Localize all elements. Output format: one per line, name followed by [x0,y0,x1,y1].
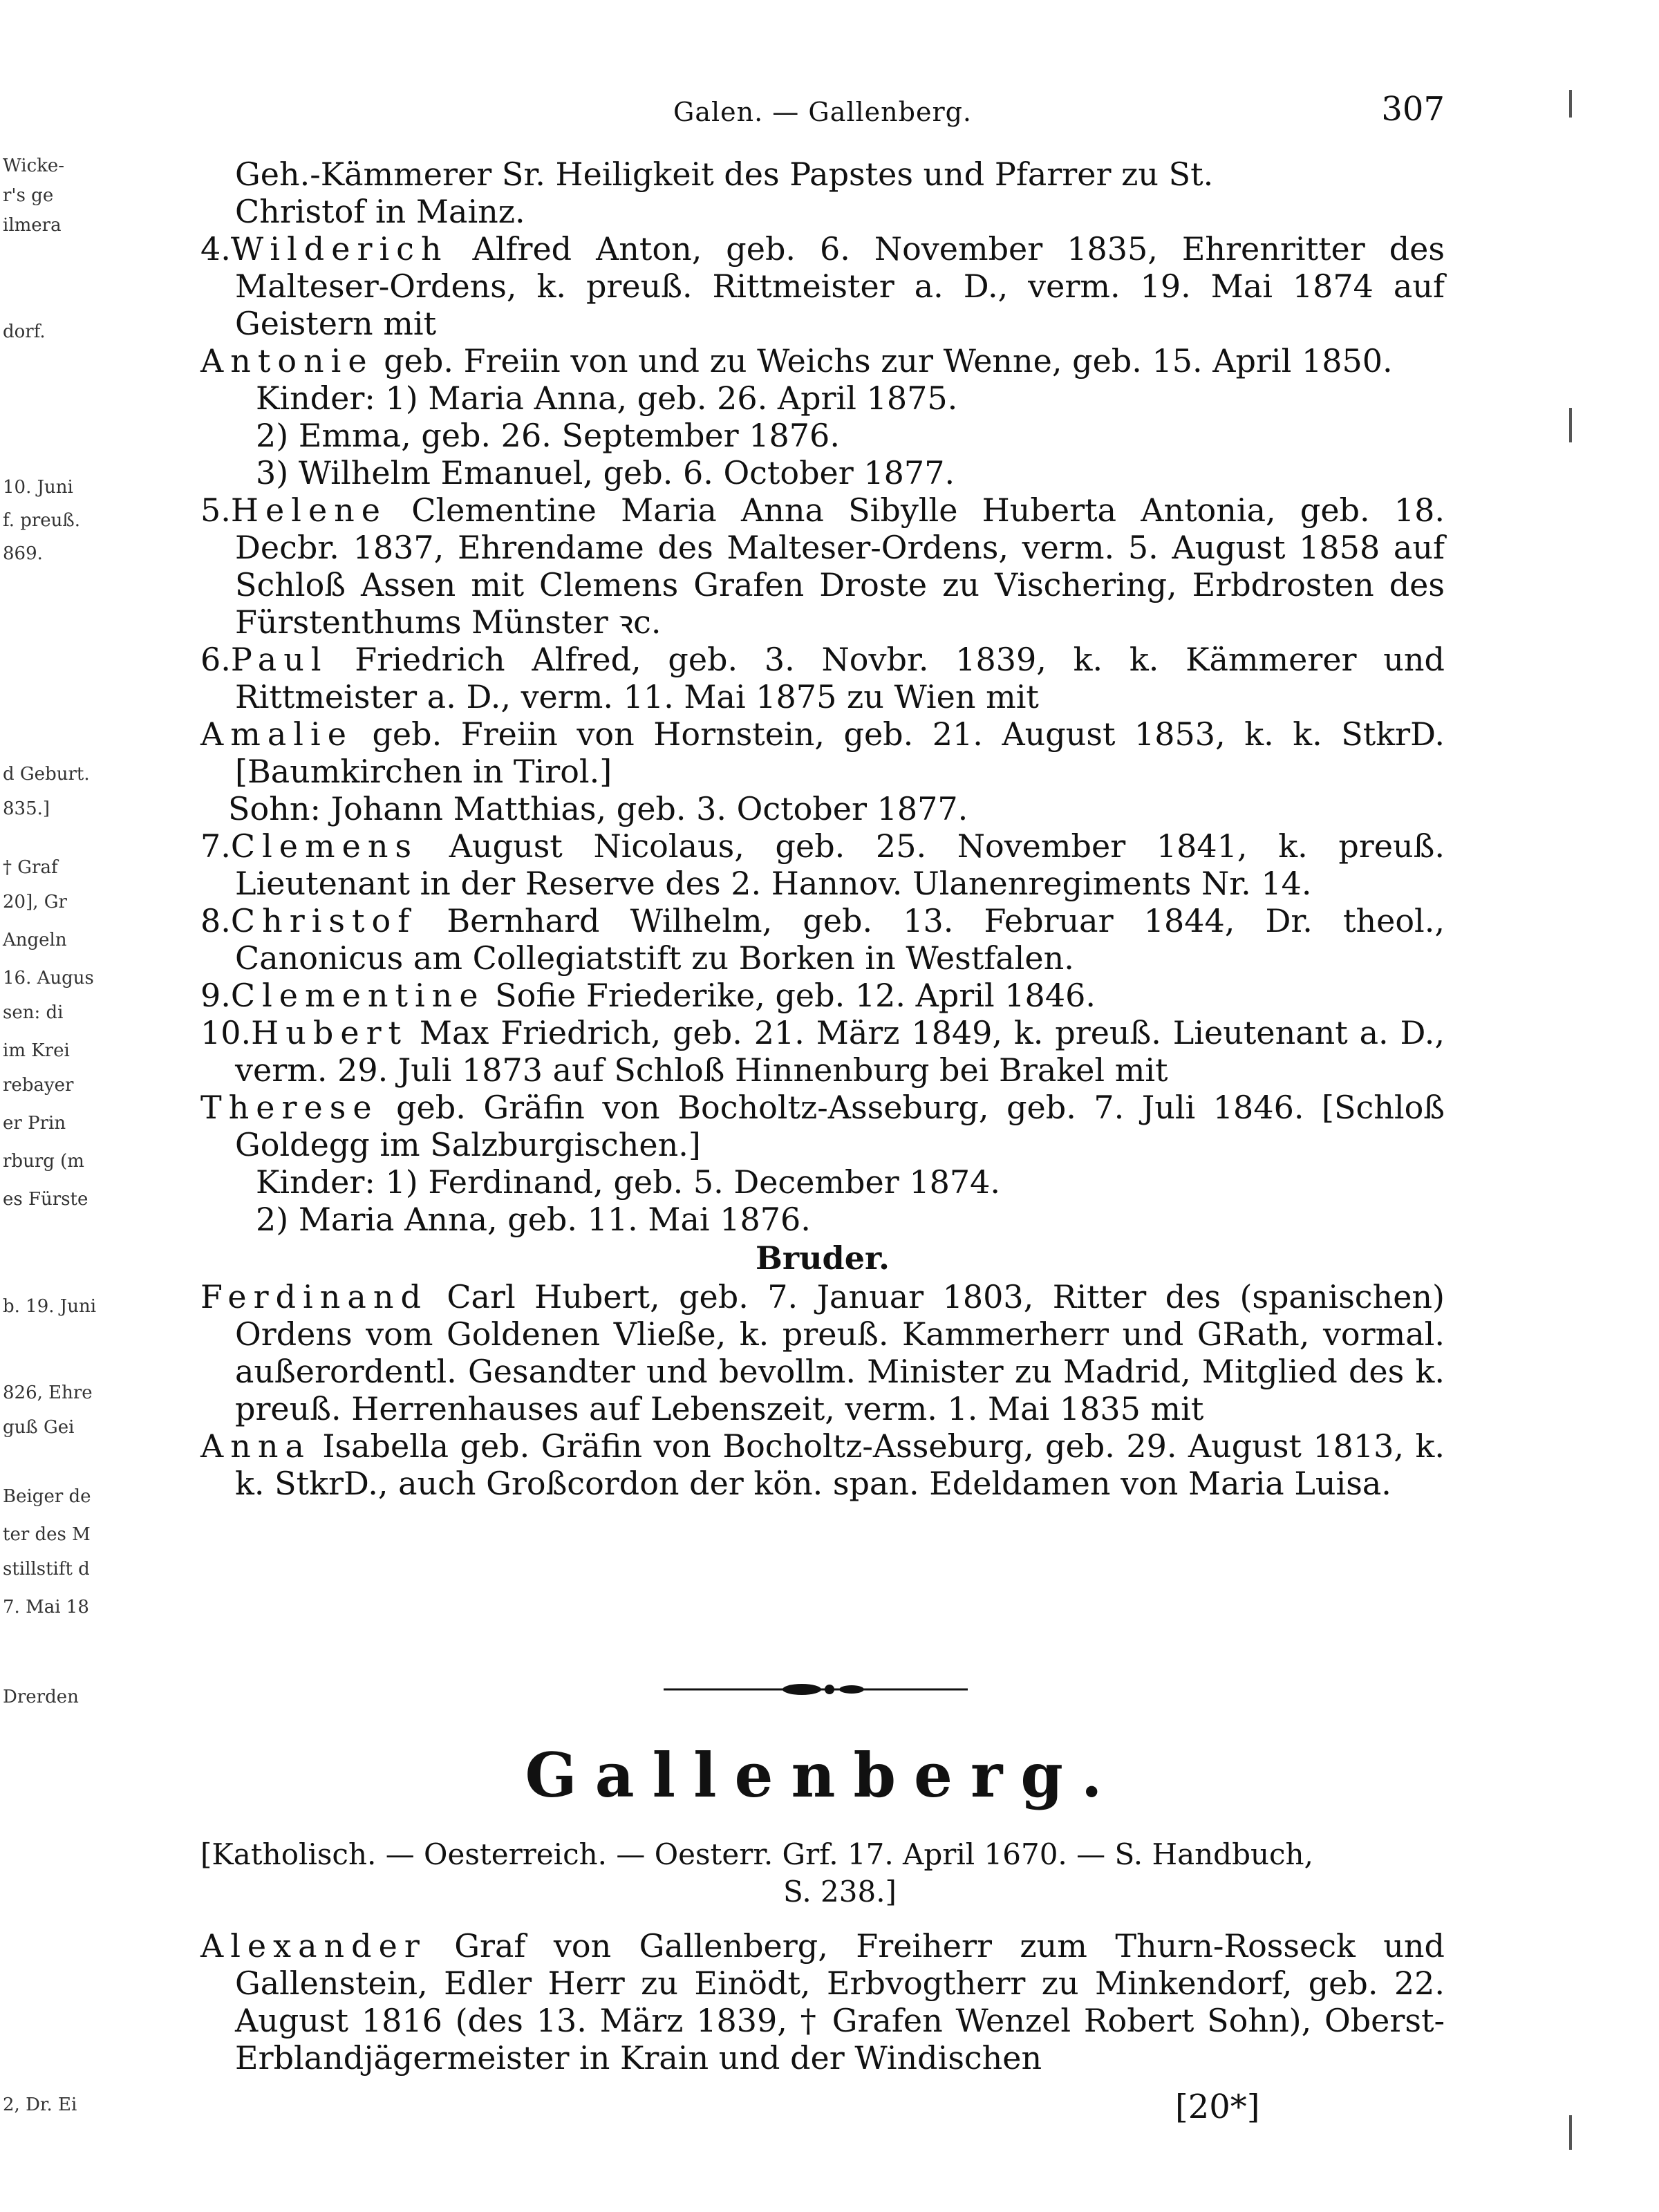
bleed-fragment: es Fürste [3,1189,88,1210]
family-head-entry [200,1927,1445,2077]
children-line [200,1163,1445,1201]
bleed-fragment: b. 19. Juni [3,1296,97,1317]
entry-name: Paul [230,641,328,678]
entry-number: 4. [200,230,231,268]
scan-edge-mark [1569,2115,1572,2150]
ornamental-divider [664,1681,968,1698]
family-note [200,1836,1445,1911]
entry-text: geb. Freiin von und zu Weichs zur Wenne, geb. 15. April 1850. [373,342,1393,379]
continued-entry-line: Christof in Mainz. [235,193,525,230]
entry-text: Isabella geb. Gräfin von Bocholtz-Asseburg, geb. 29. August 1813, k. k. StkrD., auch Großcordon der kön. span. Edeldamen von Maria Luisa. [235,1427,1445,1502]
entry-name: Amalie [200,715,353,753]
entry-text: Clementine Maria Anna Sibylle Huberta Antonia, geb. 18. Decbr. 1837, Ehrendame des Malteser-Ordens, verm. 5. August 1858 auf Schloß Assen mit Clemens Grafen Droste zu Vischering, Erbdrosten des Fürstenthums Münster ꝛc. [235,491,1445,641]
entry-text: Bernhard Wilhelm, geb. 13. Februar 1844, Dr. theol., Canonicus am Collegiatstift zu Borken in Westfalen. [235,902,1445,977]
bleed-fragment: r's ge [3,185,54,206]
family-title: Gallenberg. [525,1739,1121,1811]
bleed-fragment: sen: di [3,1002,64,1023]
bleed-fragment: stillstift d [3,1559,90,1580]
entry-number: 6. [200,641,231,678]
entry-number: 10. [200,1014,252,1051]
bleed-fragment: rburg (m [3,1151,84,1172]
entry-text: August Nicolaus, geb. 25. November 1841, k. preuß. Lieutenant in der Reserve des 2. Hannov. Ulanenregiments Nr. 14. [235,827,1445,902]
entry-text: geb. Gräfin von Bocholtz-Asseburg, geb. 7. Juli 1846. [Schloß Goldegg im Salzburgischen.] [235,1089,1445,1163]
page-header [200,90,1445,145]
bleed-fragment: † Graf [3,857,58,878]
entry-8 [200,902,1445,977]
bleed-fragment: rebayer [3,1075,74,1096]
entry-text: Sofie Friederike, geb. 12. April 1846. [485,977,1096,1014]
entry-7 [200,827,1445,902]
entry-name: Therese [200,1089,379,1126]
entry-name: Antonie [200,342,374,379]
bleed-fragment: 7. Mai 18 [3,1597,89,1618]
entry-text: Max Friedrich, geb. 21. März 1849, k. preuß. Lieutenant a. D., verm. 29. Juli 1873 auf Schloß Hinnenburg bei Brakel mit [235,1014,1445,1089]
entry-text: Carl Hubert, geb. 7. Januar 1803, Ritter des (spanischen) Ordens vom Goldenen Vließe, k. preuß. Kammerherr und GRath, vormal. außerordentl. Gesandter und bevollm. Minister zu Madrid, Mitglied des k. preuß. Herrenhauses auf Lebenszeit, verm. 1. Mai 1835 mit [235,1278,1445,1427]
bleed-fragment: Angeln [3,930,67,950]
bleed-fragment: 835.] [3,798,50,819]
bleed-fragment: d Geburt. [3,764,90,785]
facing-page-bleed [0,0,97,2212]
entry-name: Clemens [230,827,419,865]
entry-text: Friedrich Alfred, geb. 3. Novbr. 1839, k. k. Kämmerer und Rittmeister a. D., verm. 11. Mai 1875 zu Wien mit [235,641,1445,715]
entry-text: Alfred Anton, geb. 6. November 1835, Ehrenritter des Malteser-Ordens, k. preuß. Rittmeister a. D., verm. 19. Mai 1874 auf Geistern mit [235,230,1445,342]
child-line: 1) Maria Anna, geb. 26. April 1875. [385,379,958,417]
section-heading-brother: Bruder. [755,1239,890,1277]
spouse-entry [200,1427,1445,1502]
entry-name: Helene [230,491,388,529]
brother-entry [200,1278,1445,1427]
entry-number: 8. [200,902,231,939]
entry-number: 5. [200,491,231,529]
entry-name: Anna [200,1427,311,1465]
bleed-fragment: 20], Gr [3,892,67,912]
child-line: Johann Matthias, geb. 3. October 1877. [330,790,968,827]
children-line [200,379,1445,417]
bleed-fragment: er Prin [3,1113,66,1134]
scan-edge-mark [1569,408,1572,442]
running-title: Galen. — Gallenberg. [673,97,973,127]
scan-edge-mark [1569,90,1572,118]
bleed-fragment: im Krei [3,1040,70,1061]
spouse-entry [200,1089,1445,1163]
bleed-fragment: Beiger de [3,1486,91,1507]
register-body [200,156,1445,1502]
page-number: 307 [1381,90,1445,129]
signature-mark: [20*] [1175,2088,1260,2126]
spouse-entry [200,342,1445,379]
bleed-fragment: f. preuß. [3,510,81,531]
entry-5 [200,491,1445,641]
bleed-fragment: 16. Augus [3,968,94,988]
family-note-line: S. 238.] [783,1875,897,1909]
continued-entry-line: Geh.-Kämmerer Sr. Heiligkeit des Papstes und Pfarrer zu St. [235,156,1214,193]
bleed-fragment: 2, Dr. Ei [3,2094,77,2115]
child-line: 2) Emma, geb. 26. September 1876. [256,417,840,454]
family-section [200,1739,1445,2077]
entry-name: Clementine [230,977,485,1014]
entry-name: Hubert [251,1014,409,1051]
entry-number: 9. [200,977,231,1014]
entry-4 [200,230,1445,342]
bleed-fragment: dorf. [3,321,46,342]
children-label: Kinder: [256,1163,375,1201]
bleed-fragment: ilmera [3,215,62,236]
child-line: 2) Maria Anna, geb. 11. Mai 1876. [256,1201,811,1238]
entry-name: Wilderich [230,230,449,268]
child-line: 3) Wilhelm Emanuel, geb. 6. October 1877. [256,454,955,491]
child-line: 1) Ferdinand, geb. 5. December 1874. [385,1163,1001,1201]
entry-text: geb. Freiin von Hornstein, geb. 21. August 1853, k. k. StkrD. [Baumkirchen in Tirol.] [235,715,1445,790]
children-label: Kinder: [256,379,375,417]
spouse-entry [200,715,1445,790]
entry-name: Alexander [200,1927,427,1965]
entry-name: Christof [230,902,417,939]
entry-text: Graf von Gallenberg, Freiherr zum Thurn-Rosseck und Gallenstein, Edler Herr zu Einödt, Erbvogtherr zu Minkendorf, geb. 22. August 1816 (des 13. März 1839, † Grafen Wenzel Robert Sohn), Oberst-Erblandjägermeister in Krain und der Windischen [235,1927,1445,2077]
entry-name: Ferdinand [200,1278,428,1315]
entry-9 [200,977,1445,1014]
bleed-fragment: 826, Ehre [3,1382,93,1403]
bleed-fragment: ter des M [3,1524,91,1545]
bleed-fragment: Wicke- [3,156,65,176]
entry-number: 7. [200,827,231,865]
bleed-fragment: Drerden [3,1687,79,1707]
family-note-line: [Katholisch. — Oesterreich. — Oesterr. Grf. 17. April 1670. — S. Handbuch, [200,1837,1313,1871]
entry-6 [200,641,1445,715]
son-label: Sohn: [228,790,321,827]
entry-10 [200,1014,1445,1089]
bleed-fragment: 10. Juni [3,477,73,498]
bleed-fragment: guß Gei [3,1417,75,1438]
son-line [200,790,1445,827]
bleed-fragment: 869. [3,543,43,564]
